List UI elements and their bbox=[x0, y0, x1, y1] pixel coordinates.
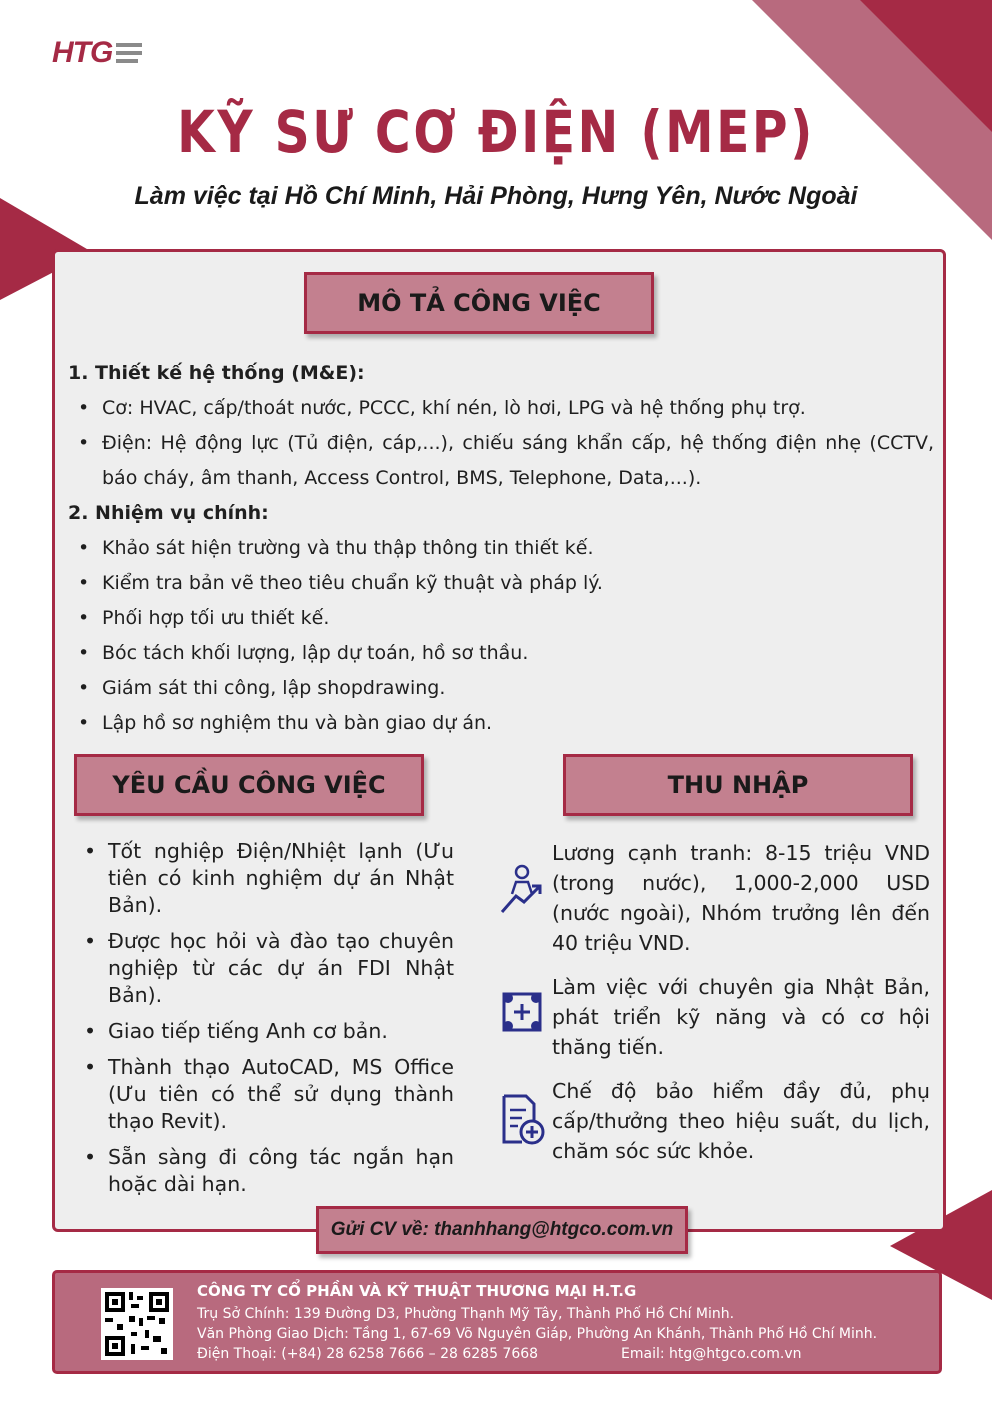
list-item: • Khảo sát hiện trường và thu thập thông tin thiết kế. bbox=[102, 531, 934, 566]
job-locations: Làm việc tại Hồ Chí Minh, Hải Phòng, Hưng Yên, Nước Ngoài bbox=[134, 182, 858, 210]
logo-bars bbox=[116, 43, 142, 63]
list-item: • Được học hỏi và đào tạo chuyên nghiệp từ các dự án FDI Nhật Bản). bbox=[108, 928, 454, 1009]
income-salary-text: Lương cạnh tranh: 8-15 triệu VND (trong nước), 1,000-2,000 USD (nước ngoài), Nhóm trưởng lên đến 40 triệu VND. bbox=[552, 841, 930, 955]
job-description bbox=[68, 356, 934, 741]
list-item: • Phối hợp tối ưu thiết kế. bbox=[102, 601, 934, 636]
insurance-document-icon bbox=[498, 1092, 546, 1146]
income-expert-text: Làm việc với chuyên gia Nhật Bản, phát triển kỹ năng và có cơ hội thăng tiến. bbox=[552, 975, 930, 1059]
duties-list bbox=[68, 531, 934, 741]
income-item-insurance bbox=[492, 1076, 932, 1166]
head-office-address: Trụ Sở Chính: 139 Đường D3, Phường Thạnh Mỹ Tây, Thành Phố Hồ Chí Minh. bbox=[197, 1306, 735, 1322]
company-email[interactable]: Email: htg@htgco.com.vn bbox=[621, 1346, 802, 1362]
design-list bbox=[68, 391, 934, 496]
company-name: CÔNG TY CỔ PHẦN VÀ KỸ THUẬT THƯƠNG MẠI H.T.G bbox=[197, 1282, 637, 1300]
list-item: • Giám sát thi công, lập shopdrawing. bbox=[102, 671, 934, 706]
requirements-heading: YÊU CẦU CÔNG VIỆC bbox=[74, 754, 424, 816]
requirements-list bbox=[80, 838, 454, 1207]
list-item: • Kiểm tra bản vẽ theo tiêu chuẩn kỹ thuật và pháp lý. bbox=[102, 566, 934, 601]
send-cv-text: Gửi CV về: thanhhang@htgco.com.vn bbox=[330, 1219, 674, 1240]
list-item: • Thành thạo AutoCAD, MS Office (Ưu tiên có thể sử dụng thành thạo Revit). bbox=[108, 1054, 454, 1135]
section-title-duties: 2. Nhiệm vụ chính: bbox=[68, 502, 269, 524]
income-item-expert bbox=[492, 972, 932, 1062]
list-item: • Tốt nghiệp Điện/Nhiệt lạnh (Ưu tiên có kinh nghiệm dự án Nhật Bản). bbox=[108, 838, 454, 919]
growth-person-icon bbox=[498, 864, 546, 916]
list-item: • Bóc tách khối lượng, lập dự toán, hồ sơ thầu. bbox=[102, 636, 934, 671]
list-item: • Sẵn sàng đi công tác ngắn hạn hoặc dài hạn. bbox=[108, 1144, 454, 1198]
logo-text: HTG bbox=[52, 36, 113, 69]
company-footer bbox=[52, 1270, 942, 1374]
send-cv-box bbox=[316, 1206, 688, 1254]
section-title-design: 1. Thiết kế hệ thống (M&E): bbox=[68, 362, 365, 384]
trading-office-address: Văn Phòng Giao Dịch: Tầng 1, 67-69 Võ Nguyên Giáp, Phường An Khánh, Thành Phố Hồ Chí Minh. bbox=[197, 1326, 878, 1342]
list-item: • Lập hồ sơ nghiệm thu và bàn giao dự án. bbox=[102, 706, 934, 741]
list-item: • Cơ: HVAC, cấp/thoát nước, PCCC, khí nén, lò hơi, LPG và hệ thống phụ trợ. bbox=[102, 391, 934, 426]
income-item-salary bbox=[492, 838, 932, 958]
qr-code[interactable] bbox=[101, 1288, 173, 1360]
teamwork-icon bbox=[498, 988, 546, 1036]
company-logo bbox=[52, 36, 142, 70]
job-title: KỸ SƯ CƠ ĐIỆN (MEP) bbox=[177, 98, 815, 166]
list-item: • Giao tiếp tiếng Anh cơ bản. bbox=[108, 1018, 454, 1045]
job-description-heading: MÔ TẢ CÔNG VIỆC bbox=[304, 272, 654, 334]
income-insurance-text: Chế độ bảo hiểm đầy đủ, phụ cấp/thưởng theo hiệu suất, du lịch, chăm sóc sức khỏe. bbox=[552, 1079, 930, 1163]
company-phone: Điện Thoại: (+84) 28 6258 7666 – 28 6285 7668 bbox=[197, 1346, 539, 1362]
income-heading: THU NHẬP bbox=[563, 754, 913, 816]
list-item: • Điện: Hệ động lực (Tủ điện, cáp,...), chiếu sáng khẩn cấp, hệ thống điện nhẹ (CCTV, báo cháy, âm thanh, Access Control, BMS, Telephone, Data,...). bbox=[102, 426, 934, 496]
